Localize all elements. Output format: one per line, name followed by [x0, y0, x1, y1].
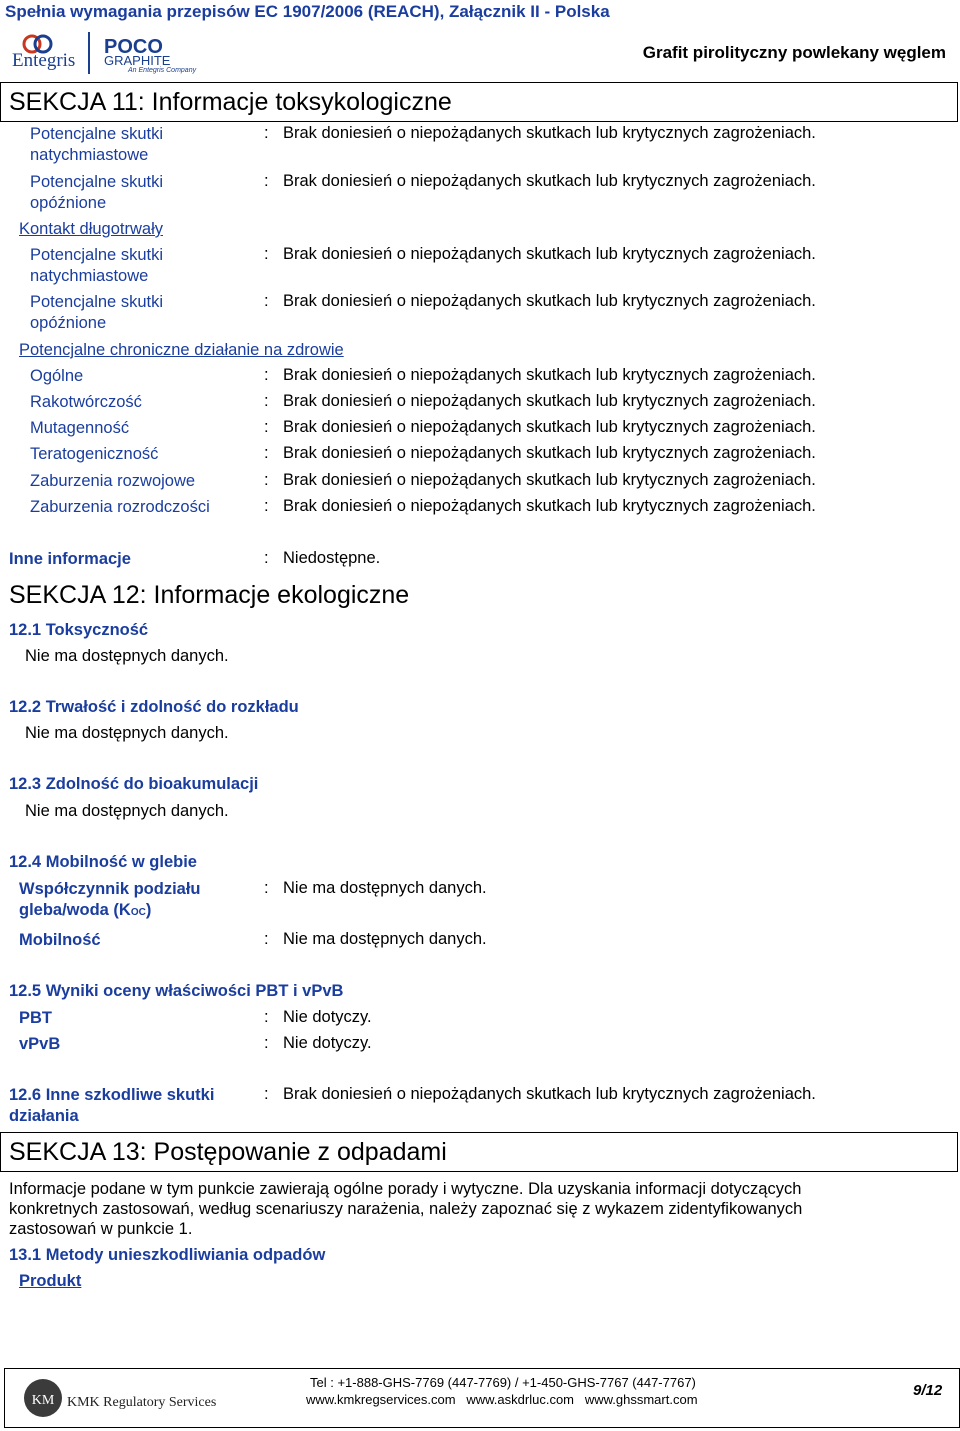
kmk-logo-icon	[24, 1379, 62, 1417]
section-12-title: SEKCJA 12: Informacje ekologiczne	[9, 581, 410, 609]
teratogenicznosc-colon: :	[264, 444, 269, 462]
vpvb-colon: :	[264, 1034, 269, 1052]
inne-value: Niedostępne.	[283, 549, 381, 567]
poco-logo-line2: GRAPHITE	[104, 53, 171, 68]
mutagennosc-colon: :	[264, 418, 269, 436]
teratogenicznosc-value: Brak doniesień o niepożądanych skutkach lub krytycznych zagrożeniach.	[283, 444, 816, 462]
s12-6-colon: :	[264, 1085, 269, 1103]
rozwojowe-colon: :	[264, 471, 269, 489]
s12-3-heading: 12.3 Zdolność do bioakumulacji	[9, 775, 259, 793]
mobilnosc-label: Mobilność	[19, 931, 101, 949]
poco-logo-line1: POCO	[104, 36, 163, 58]
product-title: Grafit pirolityczny powlekany węglem	[642, 43, 946, 62]
kmk-logo-mark-icon	[24, 1379, 62, 1417]
s12-1-heading: 12.1 Toksyczność	[9, 621, 149, 639]
row1-value: Brak doniesień o niepożądanych skutkach lub krytycznych zagrożeniach.	[283, 124, 816, 142]
produkt-link[interactable]: Produkt	[19, 1272, 82, 1290]
row1-label: Potencjalne skutki natychmiastowe	[30, 125, 163, 164]
row2-label: Potencjalne skutki opóźnione	[30, 173, 163, 212]
s12-1-value: Nie ma dostępnych danych.	[25, 647, 229, 665]
footer-tel: Tel : +1-888-GHS-7769 (447-7769) / +1-450-GHS-7767 (447-7767)	[310, 1375, 696, 1390]
row3-colon: :	[264, 245, 269, 263]
rozwojowe-label: Zaburzenia rozwojowe	[30, 472, 196, 490]
s12-2-heading: 12.2 Trwałość i zdolność do rozkładu	[9, 698, 299, 716]
mobilnosc-value: Nie ma dostępnych danych.	[283, 930, 487, 948]
mutagennosc-value: Brak doniesień o niepożądanych skutkach lub krytycznych zagrożeniach.	[283, 418, 816, 436]
pbt-colon: :	[264, 1008, 269, 1026]
s12-4-heading: 12.4 Mobilność w glebie	[9, 853, 197, 871]
rozwojowe-value: Brak doniesień o niepożądanych skutkach lub krytycznych zagrożeniach.	[283, 471, 816, 489]
rakotworczosc-value: Brak doniesień o niepożądanych skutkach lub krytycznych zagrożeniach.	[283, 392, 816, 410]
rakotworczosc-label: Rakotwórczość	[30, 393, 142, 411]
regulation-line: Spełnia wymagania przepisów EC 1907/2006 (REACH), Załącznik II - Polska	[5, 2, 610, 21]
poco-logo-tag: An Entegris Company	[128, 67, 197, 74]
pbt-value: Nie dotyczy.	[283, 1008, 372, 1026]
s12-6-value: Brak doniesień o niepożądanych skutkach lub krytycznych zagrożeniach.	[283, 1085, 816, 1103]
mobilnosc-colon: :	[264, 930, 269, 948]
section-11-header	[0, 82, 958, 122]
s12-2-value: Nie ma dostępnych danych.	[25, 724, 229, 742]
vpvb-value: Nie dotyczy.	[283, 1034, 372, 1052]
koc-colon: :	[264, 879, 269, 897]
s13-1-heading: 13.1 Metody unieszkodliwiania odpadów	[9, 1246, 326, 1264]
pbt-label: PBT	[19, 1009, 52, 1027]
mutagennosc-label: Mutagenność	[30, 419, 130, 437]
teratogenicznosc-label: Teratogeniczność	[30, 445, 159, 463]
rakotworczosc-colon: :	[264, 392, 269, 410]
svg-text:KM: KM	[31, 1393, 55, 1408]
row1-colon: :	[264, 124, 269, 142]
subhead-chroniczne: Potencjalne chroniczne działanie na zdrowie	[19, 341, 344, 359]
s12-6-heading: 12.6 Inne szkodliwe skutki działania	[9, 1086, 215, 1125]
row2-colon: :	[264, 172, 269, 190]
footer-company: KMK Regulatory Services	[67, 1395, 217, 1410]
entegris-logo: Entegris	[10, 30, 82, 72]
ogolne-colon: :	[264, 366, 269, 384]
s13-paragraph: Informacje podane w tym punkcie zawierają ogólne porady i wytyczne. Dla uzyskania informacji dotyczących konkretnych zastosowań, według scenariuszy narażenia, należy zapoznać się z wykazem zidentyfikowanych zastosowań w punkcie 1.	[9, 1180, 803, 1238]
section-11-title: SEKCJA 11: Informacje toksykologiczne	[9, 88, 452, 116]
rozrodczosci-colon: :	[264, 497, 269, 515]
koc-value: Nie ma dostępnych danych.	[283, 879, 487, 897]
rozrodczosci-label: Zaburzenia rozrodczości	[30, 498, 210, 516]
s12-5-heading: 12.5 Wyniki oceny właściwości PBT i vPvB	[9, 982, 344, 1000]
section-13-title: SEKCJA 13: Postępowanie z odpadami	[9, 1138, 447, 1166]
ogolne-label: Ogólne	[30, 367, 84, 385]
row3-value: Brak doniesień o niepożądanych skutkach lub krytycznych zagrożeniach.	[283, 245, 816, 263]
logo-divider	[88, 32, 90, 74]
row2-value: Brak doniesień o niepożądanych skutkach lub krytycznych zagrożeniach.	[283, 172, 816, 190]
subhead-kontakt: Kontakt długotrwały	[19, 220, 163, 238]
vpvb-label: vPvB	[19, 1035, 61, 1053]
page-number: 9/12	[913, 1382, 943, 1399]
row4-value: Brak doniesień o niepożądanych skutkach lub krytycznych zagrożeniach.	[283, 292, 816, 310]
s12-3-value: Nie ma dostępnych danych.	[25, 802, 229, 820]
inne-colon: :	[264, 549, 269, 567]
inne-label: Inne informacje	[9, 550, 131, 568]
row4-label: Potencjalne skutki opóźnione	[30, 293, 163, 332]
section-13-header	[0, 1132, 958, 1172]
ogolne-value: Brak doniesień o niepożądanych skutkach lub krytycznych zagrożeniach.	[283, 366, 816, 384]
rozrodczosci-value: Brak doniesień o niepożądanych skutkach lub krytycznych zagrożeniach.	[283, 497, 816, 515]
row4-colon: :	[264, 292, 269, 310]
row3-label: Potencjalne skutki natychmiastowe	[30, 246, 163, 285]
footer-web: www.kmkregservices.com www.askdrluc.com www.ghssmart.com	[306, 1392, 698, 1407]
koc-label: Współczynnik podziału gleba/woda (KOC)	[19, 880, 201, 919]
